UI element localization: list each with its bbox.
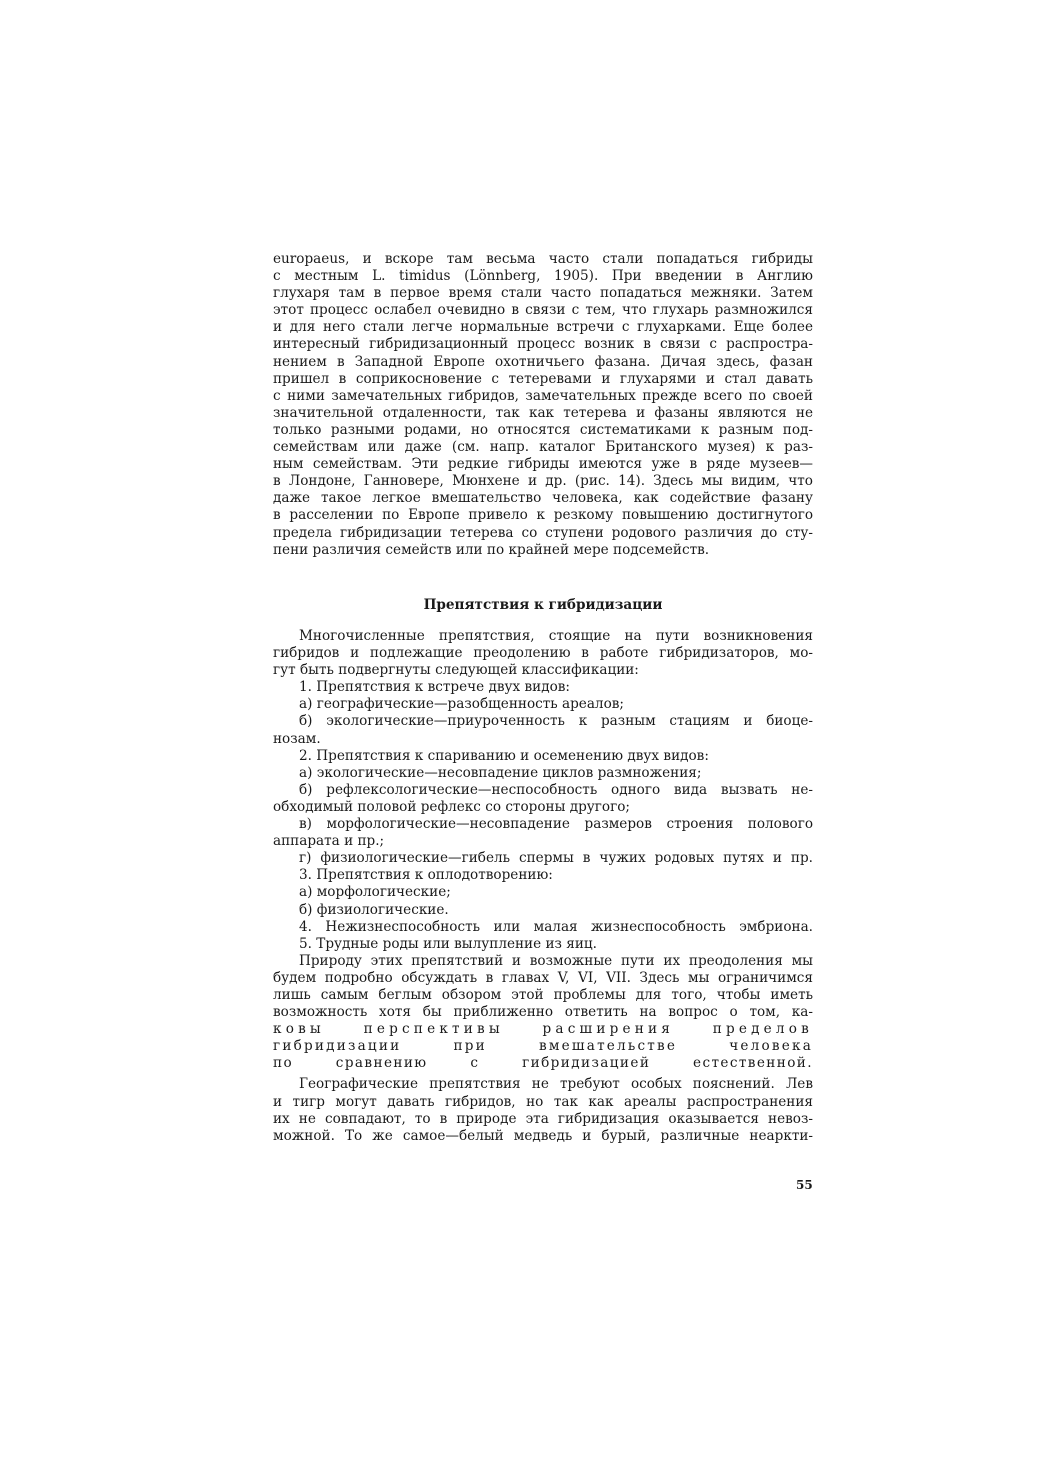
text-line: только разными родами, но относятся систематиками к разным под- (273, 421, 813, 438)
list-item: 2. Препятствия к спариванию и осеменению двух видов: (299, 747, 709, 764)
text-line: их не совпадают, то в природе эта гибридизация оказывается невоз- (273, 1110, 813, 1127)
text-line: Многочисленные препятствия, стоящие на пути возникновения (299, 628, 813, 644)
text-line: и тигр могут давать гибридов, но так как ареалы распространения (273, 1093, 813, 1110)
list-item: 5. Трудные роды или вылупление из яиц. (299, 935, 597, 952)
text-line: с местным L. timidus (Lönnberg, 1905). При введении в Англию (273, 268, 813, 285)
list-item: 3. Препятствия к оплодотворению: (299, 867, 553, 884)
text-line: можной. То же самое—белый медведь и бурый, различные неаркти- (273, 1127, 813, 1144)
text-line: глухаря там в первое время стали часто попадаться межняки. Затем (273, 285, 813, 302)
text-line: в расселении по Европе привело к резкому повышению достигнутого (273, 507, 813, 524)
text-line: europaeus, и вскоре там весьма часто стали попадаться гибриды (273, 251, 813, 267)
text-line: гут быть подвергнуты следующей классификации: (273, 662, 639, 679)
list-item: обходимый половой рефлекс со стороны другого; (273, 798, 630, 815)
list-item: а) географические—разобщенность ареалов; (299, 696, 624, 713)
list-item: в) морфологические—несовпадение размеров строения полового (299, 816, 813, 833)
list-item: аппарата и пр.; (273, 833, 385, 850)
text-line: даже такое легкое вмешательство человека, как содействие фазану (273, 490, 813, 507)
text-line: Природу этих препятствий и возможные пути их преодоления мы (299, 952, 813, 969)
spaced-text-line: ковы перспективы расширения пределов (273, 1021, 813, 1038)
list-item: а) экологические—несовпадение циклов размножения; (299, 764, 702, 781)
list-item: а) морфологические; (299, 884, 451, 901)
list-item: б) физиологические. (299, 901, 449, 918)
text-line: возможность хотя бы приближенно ответить на вопрос о том, ка- (273, 1004, 813, 1021)
list-item: 4. Нежизнеспособность или малая жизнеспособность эмбриона. (299, 918, 813, 935)
spaced-text-line: гибридизации при вмешательстве человека (273, 1038, 813, 1055)
section-heading: Препятствия к гибридизации (423, 597, 663, 613)
text-line: предела гибридизации тетерева со ступени родового различия до сту- (273, 524, 813, 541)
text-line: пени различия семейств или по крайней мере подсемейств. (273, 541, 710, 558)
list-item: 1. Препятствия к встрече двух видов: (299, 679, 571, 696)
text-line: семействам или даже (см. напр. каталог Британского музея) к раз- (273, 439, 813, 456)
text-line: гибридов и подлежащие преодолению в работе гибридизаторов, мо- (273, 645, 813, 662)
classification-section (273, 628, 813, 1145)
paragraph-hybridization-examples (273, 251, 813, 559)
list-item: г) физиологические—гибель спермы в чужих родовых путях и пр. (299, 850, 813, 867)
text-line: и для него стали легче нормальные встречи с глухарками. Еще более (273, 319, 813, 336)
text-line: нением в Западной Европе охотничьего фазана. Дичая здесь, фазан (273, 353, 813, 370)
spaced-text-line: по сравнению с гибридизацией естественной. (273, 1055, 813, 1072)
list-item: б) рефлексологические—неспособность одного вида вызвать не- (299, 781, 813, 798)
text-line: лишь самым беглым обзором этой проблемы для того, чтобы иметь (273, 986, 813, 1003)
page-number: 55 (796, 1178, 813, 1192)
text-line: в Лондоне, Ганновере, Мюнхене и др. (рис. 14). Здесь мы видим, что (273, 473, 813, 490)
text-line: значительной отдаленности, так как тетерева и фазаны являются не (273, 404, 813, 421)
text-line: пришел в соприкосновение с тетеревами и глухарями и стал давать (273, 370, 813, 387)
text-line: с ними замечательных гибридов, замечательных прежде всего по своей (273, 387, 813, 404)
text-line: интересный гибридизационный процесс возник в связи с распростра- (273, 336, 813, 353)
text-line: будем подробно обсуждать в главах V, VI, VII. Здесь мы ограничимся (273, 969, 813, 986)
list-item: б) экологические—приуроченность к разным стациям и биоце- (299, 713, 813, 730)
list-item: нозам. (273, 730, 321, 747)
text-line: ным семействам. Эти редкие гибриды имеются уже в ряде музеев— (273, 456, 813, 473)
text-line: Географические препятствия не требуют особых пояснений. Лев (299, 1076, 813, 1093)
text-line: этот процесс ослабел очевидно в связи с тем, что глухарь размножился (273, 302, 813, 319)
